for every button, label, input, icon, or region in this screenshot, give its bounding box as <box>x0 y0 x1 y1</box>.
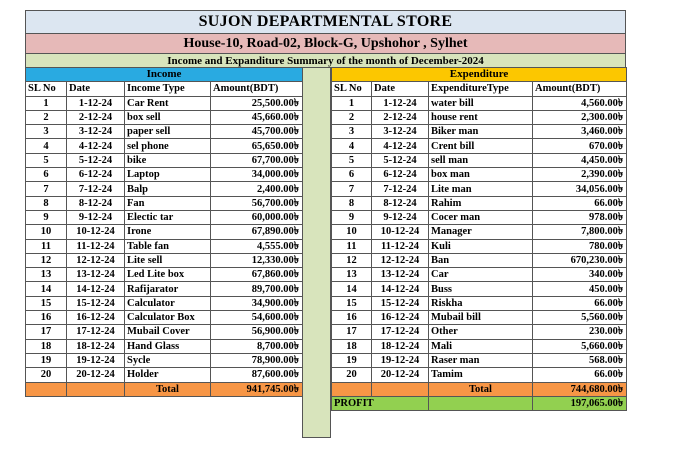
row-type: Buss <box>429 282 533 296</box>
col-amount: Amount(BDT) <box>211 82 303 96</box>
row-date: 3-12-24 <box>67 125 125 139</box>
row-sl-no: 15 <box>332 296 372 310</box>
income-section-header <box>26 68 303 82</box>
table-row <box>26 210 303 224</box>
row-date: 11-12-24 <box>372 239 429 253</box>
row-sl-no: 16 <box>26 311 67 325</box>
row-date: 9-12-24 <box>67 210 125 224</box>
row-sl-no: 7 <box>26 182 67 196</box>
row-type: Car Rent <box>125 96 211 110</box>
row-sl-no: 16 <box>332 311 372 325</box>
profit-row <box>332 396 627 410</box>
income-total-row <box>26 382 303 396</box>
table-row <box>332 196 627 210</box>
row-type: Hand Glass <box>125 339 211 353</box>
row-type: Mubail bill <box>429 311 533 325</box>
table-row <box>332 311 627 325</box>
row-type: Table fan <box>125 239 211 253</box>
row-type: Cocer man <box>429 210 533 224</box>
row-type: water bill <box>429 96 533 110</box>
row-sl-no: 13 <box>332 268 372 282</box>
table-row <box>26 253 303 267</box>
table-row <box>332 139 627 153</box>
row-sl-no: 19 <box>26 353 67 367</box>
row-date: 1-12-24 <box>372 96 429 110</box>
row-type: box sell <box>125 110 211 124</box>
row-sl-no: 19 <box>332 353 372 367</box>
row-date: 10-12-24 <box>372 225 429 239</box>
row-type: Electic tar <box>125 210 211 224</box>
row-sl-no: 18 <box>332 339 372 353</box>
row-amount: 34,056.00৳ <box>533 182 627 196</box>
row-amount: 780.00৳ <box>533 239 627 253</box>
expenditure-section-header <box>332 68 627 82</box>
row-sl-no: 17 <box>332 325 372 339</box>
row-type: Mali <box>429 339 533 353</box>
row-amount: 89,700.00৳ <box>211 282 303 296</box>
row-date: 11-12-24 <box>67 239 125 253</box>
expenditure-total-label: Total <box>429 382 533 396</box>
row-amount: 5,560.00৳ <box>533 311 627 325</box>
table-row <box>26 311 303 325</box>
row-amount: 34,000.00৳ <box>211 168 303 182</box>
row-date: 16-12-24 <box>372 311 429 325</box>
income-total-label: Total <box>125 382 211 396</box>
row-type: Manager <box>429 225 533 239</box>
table-row <box>332 168 627 182</box>
row-sl-no: 12 <box>332 253 372 267</box>
row-amount: 670,230.00৳ <box>533 253 627 267</box>
row-sl-no: 17 <box>26 325 67 339</box>
row-sl-no: 9 <box>332 210 372 224</box>
row-sl-no: 5 <box>26 153 67 167</box>
table-row <box>26 282 303 296</box>
column-gap <box>302 67 331 438</box>
row-sl-no: 20 <box>26 368 67 382</box>
row-date: 2-12-24 <box>67 110 125 124</box>
row-sl-no: 11 <box>332 239 372 253</box>
row-type: Crent bill <box>429 139 533 153</box>
col-sl-no: SL No <box>332 82 372 96</box>
row-amount: 56,700.00৳ <box>211 196 303 210</box>
row-sl-no: 6 <box>26 168 67 182</box>
table-row <box>332 110 627 124</box>
expenditure-table <box>331 67 627 411</box>
row-type: Balp <box>125 182 211 196</box>
row-amount: 670.00৳ <box>533 139 627 153</box>
row-sl-no: 20 <box>332 368 372 382</box>
row-amount: 3,460.00৳ <box>533 125 627 139</box>
row-amount: 5,660.00৳ <box>533 339 627 353</box>
row-date: 15-12-24 <box>67 296 125 310</box>
row-type: Mubail Cover <box>125 325 211 339</box>
expenditure-total-row <box>332 382 627 396</box>
row-type: Other <box>429 325 533 339</box>
income-section-title: Income <box>26 68 303 82</box>
row-date: 20-12-24 <box>67 368 125 382</box>
row-type: Rahim <box>429 196 533 210</box>
row-date: 1-12-24 <box>67 96 125 110</box>
row-type: Calculator Box <box>125 311 211 325</box>
table-row <box>26 139 303 153</box>
row-amount: 78,900.00৳ <box>211 353 303 367</box>
row-date: 3-12-24 <box>372 125 429 139</box>
row-amount: 66.00৳ <box>533 296 627 310</box>
row-amount: 2,400.00৳ <box>211 182 303 196</box>
row-type: Kuli <box>429 239 533 253</box>
income-table <box>25 67 303 397</box>
table-row <box>332 239 627 253</box>
row-amount: 54,600.00৳ <box>211 311 303 325</box>
row-amount: 45,700.00৳ <box>211 125 303 139</box>
table-row <box>26 239 303 253</box>
row-amount: 230.00৳ <box>533 325 627 339</box>
expenditure-section-title: Expenditure <box>332 68 627 82</box>
row-sl-no: 5 <box>332 153 372 167</box>
row-date: 7-12-24 <box>372 182 429 196</box>
row-sl-no: 15 <box>26 296 67 310</box>
row-type: house rent <box>429 110 533 124</box>
table-row <box>332 368 627 382</box>
row-date: 16-12-24 <box>67 311 125 325</box>
row-type: bike <box>125 153 211 167</box>
table-row <box>332 353 627 367</box>
row-amount: 978.00৳ <box>533 210 627 224</box>
col-date: Date <box>67 82 125 96</box>
row-sl-no: 6 <box>332 168 372 182</box>
row-sl-no: 7 <box>332 182 372 196</box>
table-row <box>332 125 627 139</box>
row-date: 10-12-24 <box>67 225 125 239</box>
row-date: 19-12-24 <box>372 353 429 367</box>
row-amount: 67,700.00৳ <box>211 153 303 167</box>
row-date: 8-12-24 <box>67 196 125 210</box>
table-row <box>332 282 627 296</box>
row-date: 18-12-24 <box>67 339 125 353</box>
store-address: House-10, Road-02, Block-G, Upshohor , Sylhet <box>25 33 626 53</box>
row-sl-no: 4 <box>332 139 372 153</box>
row-amount: 87,600.00৳ <box>211 368 303 382</box>
table-row <box>332 325 627 339</box>
row-type: Calculator <box>125 296 211 310</box>
row-amount: 2,390.00৳ <box>533 168 627 182</box>
row-sl-no: 14 <box>332 282 372 296</box>
row-amount: 65,650.00৳ <box>211 139 303 153</box>
row-sl-no: 2 <box>332 110 372 124</box>
row-date: 18-12-24 <box>372 339 429 353</box>
row-type: Fan <box>125 196 211 210</box>
row-type: Tamim <box>429 368 533 382</box>
table-row <box>332 210 627 224</box>
row-date: 2-12-24 <box>372 110 429 124</box>
row-amount: 66.00৳ <box>533 368 627 382</box>
row-amount: 2,300.00৳ <box>533 110 627 124</box>
table-row <box>332 225 627 239</box>
row-date: 13-12-24 <box>67 268 125 282</box>
table-row <box>26 96 303 110</box>
row-sl-no: 1 <box>332 96 372 110</box>
table-row <box>332 296 627 310</box>
row-type: paper sell <box>125 125 211 139</box>
row-type: Led Lite box <box>125 268 211 282</box>
row-sl-no: 3 <box>332 125 372 139</box>
row-sl-no: 4 <box>26 139 67 153</box>
row-type: Irone <box>125 225 211 239</box>
income-total-amount: 941,745.00৳ <box>211 382 303 396</box>
row-date: 14-12-24 <box>67 282 125 296</box>
row-sl-no: 3 <box>26 125 67 139</box>
store-name: SUJON DEPARTMENTAL STORE <box>25 10 626 33</box>
income-column-headers <box>26 82 303 96</box>
row-type: Sycle <box>125 353 211 367</box>
table-row <box>332 268 627 282</box>
row-date: 13-12-24 <box>372 268 429 282</box>
row-type: Laptop <box>125 168 211 182</box>
row-amount: 568.00৳ <box>533 353 627 367</box>
row-amount: 12,330.00৳ <box>211 253 303 267</box>
row-date: 12-12-24 <box>372 253 429 267</box>
row-sl-no: 12 <box>26 253 67 267</box>
row-date: 17-12-24 <box>67 325 125 339</box>
row-amount: 25,500.00৳ <box>211 96 303 110</box>
col-sl-no: SL No <box>26 82 67 96</box>
report-sheet <box>25 10 626 70</box>
row-date: 6-12-24 <box>67 168 125 182</box>
row-amount: 340.00৳ <box>533 268 627 282</box>
table-row <box>26 168 303 182</box>
row-sl-no: 13 <box>26 268 67 282</box>
col-date: Date <box>372 82 429 96</box>
row-amount: 66.00৳ <box>533 196 627 210</box>
table-row <box>332 96 627 110</box>
row-type: Lite sell <box>125 253 211 267</box>
profit-label: PROFIT <box>332 396 429 410</box>
row-amount: 450.00৳ <box>533 282 627 296</box>
summary-title: Income and Expanditure Summary of the month of December-2024 <box>25 53 626 70</box>
row-amount: 4,450.00৳ <box>533 153 627 167</box>
row-date: 15-12-24 <box>372 296 429 310</box>
row-amount: 56,900.00৳ <box>211 325 303 339</box>
table-row <box>26 182 303 196</box>
row-date: 7-12-24 <box>67 182 125 196</box>
row-sl-no: 1 <box>26 96 67 110</box>
row-type: Holder <box>125 368 211 382</box>
expenditure-total-amount: 744,680.00৳ <box>533 382 627 396</box>
table-row <box>26 339 303 353</box>
row-type: box man <box>429 168 533 182</box>
row-amount: 7,800.00৳ <box>533 225 627 239</box>
row-amount: 60,000.00৳ <box>211 210 303 224</box>
table-row <box>332 182 627 196</box>
row-type: Ban <box>429 253 533 267</box>
row-date: 4-12-24 <box>67 139 125 153</box>
row-sl-no: 2 <box>26 110 67 124</box>
table-row <box>26 196 303 210</box>
row-sl-no: 14 <box>26 282 67 296</box>
expenditure-column-headers <box>332 82 627 96</box>
row-type: sel phone <box>125 139 211 153</box>
row-type: Biker man <box>429 125 533 139</box>
row-amount: 45,660.00৳ <box>211 110 303 124</box>
row-type: sell man <box>429 153 533 167</box>
row-date: 12-12-24 <box>67 253 125 267</box>
table-row <box>26 153 303 167</box>
row-date: 20-12-24 <box>372 368 429 382</box>
table-row <box>26 296 303 310</box>
row-sl-no: 8 <box>332 196 372 210</box>
row-date: 8-12-24 <box>372 196 429 210</box>
row-amount: 67,860.00৳ <box>211 268 303 282</box>
row-date: 5-12-24 <box>372 153 429 167</box>
row-sl-no: 8 <box>26 196 67 210</box>
table-row <box>26 353 303 367</box>
row-date: 4-12-24 <box>372 139 429 153</box>
row-amount: 34,900.00৳ <box>211 296 303 310</box>
row-date: 5-12-24 <box>67 153 125 167</box>
table-row <box>332 153 627 167</box>
col-income-type: Income Type <box>125 82 211 96</box>
profit-amount: 197,065.00৳ <box>533 396 627 410</box>
col-amount: Amount(BDT) <box>533 82 627 96</box>
row-date: 17-12-24 <box>372 325 429 339</box>
row-amount: 4,560.00৳ <box>533 96 627 110</box>
row-date: 19-12-24 <box>67 353 125 367</box>
table-row <box>26 110 303 124</box>
row-date: 14-12-24 <box>372 282 429 296</box>
row-sl-no: 11 <box>26 239 67 253</box>
table-row <box>26 125 303 139</box>
row-amount: 67,890.00৳ <box>211 225 303 239</box>
table-row <box>332 339 627 353</box>
row-type: Lite man <box>429 182 533 196</box>
row-sl-no: 10 <box>26 225 67 239</box>
table-row <box>332 253 627 267</box>
table-row <box>26 325 303 339</box>
row-sl-no: 9 <box>26 210 67 224</box>
row-date: 6-12-24 <box>372 168 429 182</box>
row-type: Rafijarator <box>125 282 211 296</box>
row-sl-no: 10 <box>332 225 372 239</box>
row-amount: 4,555.00৳ <box>211 239 303 253</box>
row-type: Riskha <box>429 296 533 310</box>
row-date: 9-12-24 <box>372 210 429 224</box>
row-amount: 8,700.00৳ <box>211 339 303 353</box>
row-type: Car <box>429 268 533 282</box>
table-row <box>26 368 303 382</box>
table-row <box>26 268 303 282</box>
table-row <box>26 225 303 239</box>
row-sl-no: 18 <box>26 339 67 353</box>
col-expenditure-type: ExpenditureType <box>429 82 533 96</box>
row-type: Raser man <box>429 353 533 367</box>
